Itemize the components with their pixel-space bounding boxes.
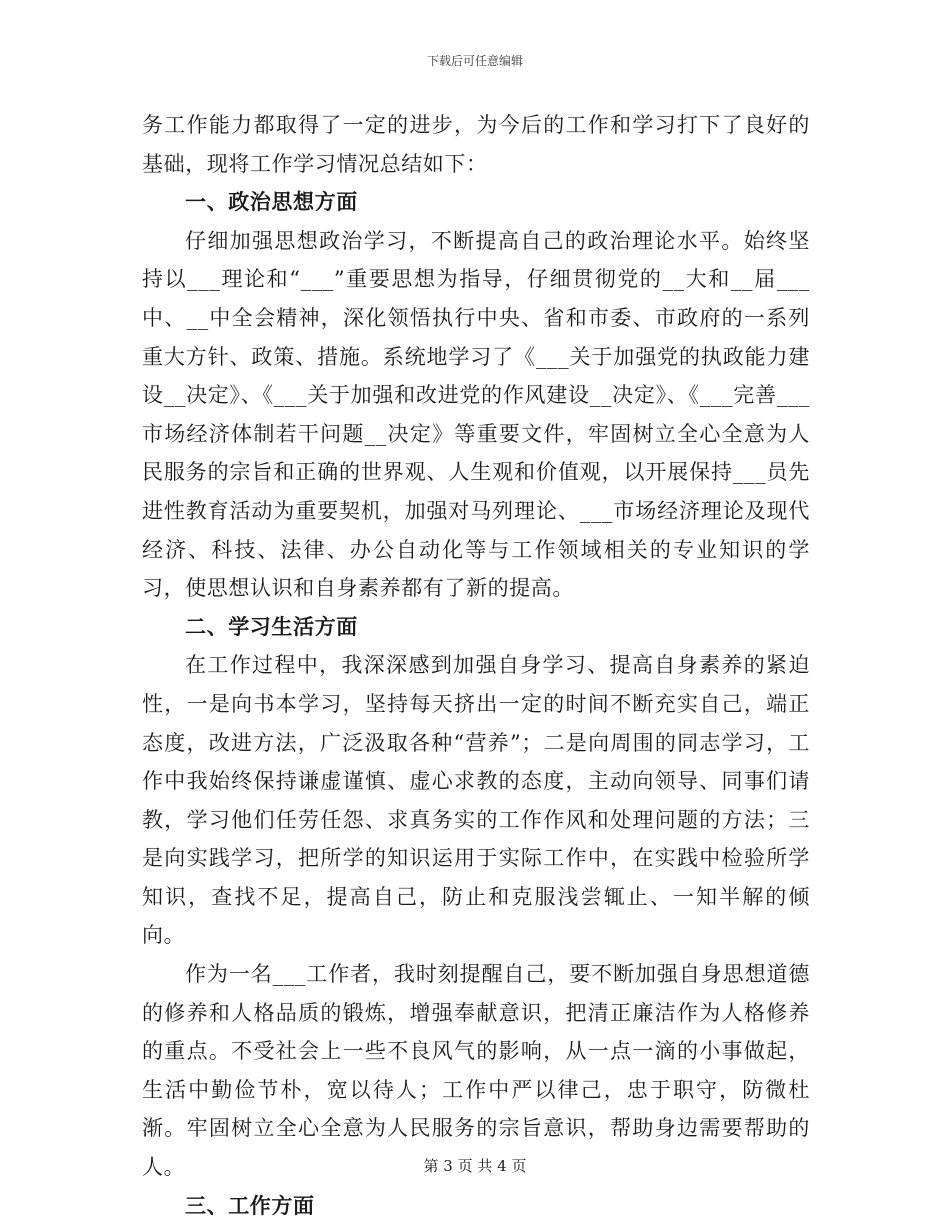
page-header: 下载后可任意编辑 bbox=[426, 54, 523, 68]
section-heading-work: 三、工作方面 bbox=[185, 1193, 315, 1218]
intro-paragraph: 务工作能力都取得了一定的进步，为今后的工作和学习打下了良好的基础，现将工作学习情况总结如下： bbox=[142, 113, 810, 176]
study-paragraph: 在工作过程中，我深深感到加强自身学习、提高自身素养的紧迫性，一是向书本学习，坚持每天挤出一定的时间不断充实自己，端正态度，改进方法，广泛汲取各种“营养”；二是向周围的同志学习，工作中我始终保持谦虚谨慎、虚心求教的态度，主动向领导、同事们请教，学习他们任劳任怨、求真务实的工作作风和处理问题的方法；三是向实践学习，把所学的知识运用于实际工作中，在实践中检验所学知识，查找不足，提高自己，防止和克服浅尝辄止、一知半解的倾向。 bbox=[142, 653, 810, 948]
section-heading-study-life: 二、学习生活方面 bbox=[185, 614, 358, 639]
ethics-paragraph: 作为一名___工作者，我时刻提醒自己，要不断加强自身思想道德的修养和人格品质的锻炼，增强奉献意识，把清正廉洁作为人格修养的重点。不受社会上一些不良风气的影响，从一点一滴的小事做起，生活中勤俭节朴，宽以待人；工作中严以律己，忠于职守，防微杜渐。牢固树立全心全意为人民服务的宗旨意识，帮助身边需要帮助的人。 bbox=[142, 962, 810, 1180]
section-heading-politics: 一、政治思想方面 bbox=[185, 190, 358, 215]
politics-paragraph: 仔细加强思想政治学习，不断提高自己的政治理论水平。始终坚持以___理论和“___”重要思想为指导，仔细贯彻党的__大和__届___中、__中全会精神，深化领悟执行中央、省和市委、市政府的一系列重大方针、政策、措施。系统地学习了《___关于加强党的执政能力建设__决定》、《___关于加强和改进党的作风建设__决定》、《___完善___市场经济体制若干问题__决定》等重要文件，牢固树立全心全意为人民服务的宗旨和正确的世界观、人生观和价值观，以开展保持___员先进性教育活动为重要契机，加强对马列理论、___市场经济理论及现代经济、科技、法律、办公自动化等与工作领域相关的专业知识的学习，使思想认识和自身素养都有了新的提高。 bbox=[142, 228, 810, 601]
document-body bbox=[142, 106, 810, 1225]
page-number: 第 3 页 共 4 页 bbox=[423, 1157, 527, 1175]
